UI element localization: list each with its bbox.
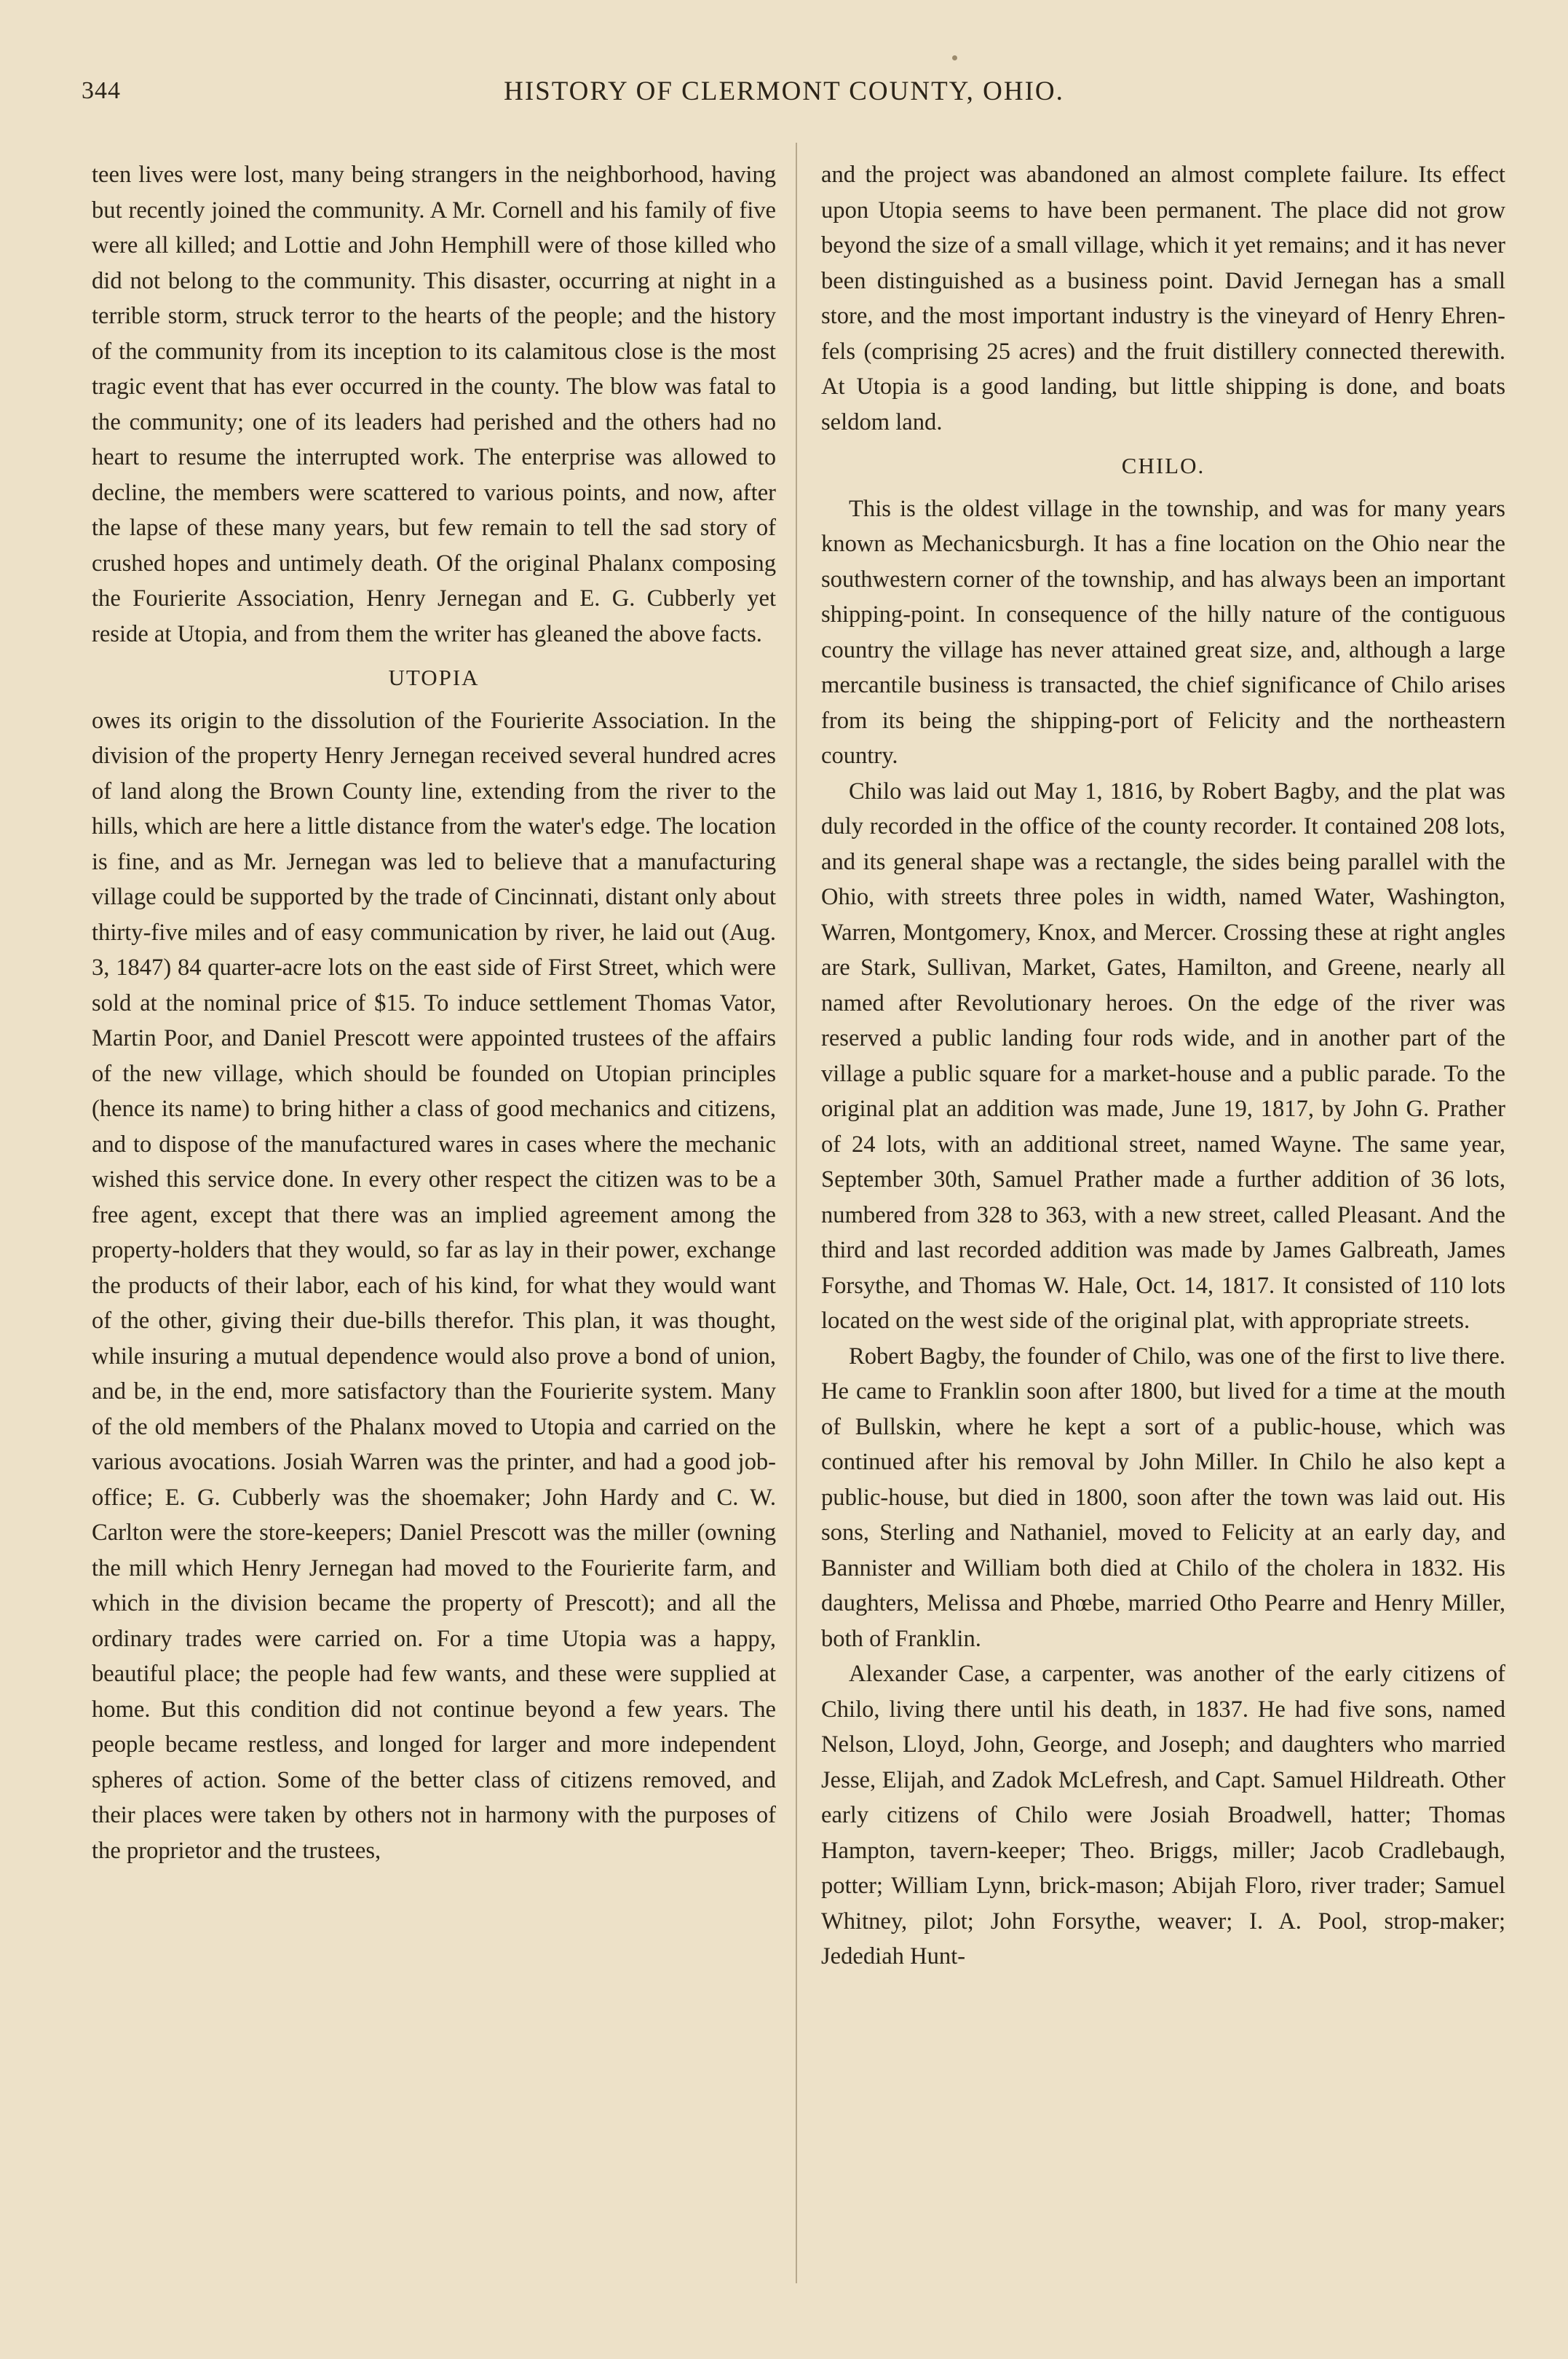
heading-chilo: CHILO. bbox=[1121, 453, 1205, 478]
paragraph-robert-bagby: Robert Bagby, the founder of Chilo, was one of the first to live there. He came to Franklin soon after 1800, but lived for a time at the mouth of Bullskin, where he kept a sort of a public-house, which was continued after his removal by John Miller. In Chilo he also kept a public-house, but died in 1800, soon after the town was laid out. His sons, Sterling and Nathaniel, moved to Felicity at an early day, and Bannister and William both died at Chilo of the cholera in 1832. His daughters, Melissa and Phœbe, married Otho Pearre and Henry Miller, both of Franklin. bbox=[821, 1343, 1505, 1652]
page-header bbox=[0, 71, 1568, 115]
right-column bbox=[821, 157, 1505, 1975]
paragraph-utopia-result: and the project was abandoned an almost complete failure. Its effect upon Utopia seems to have been permanent. The place did not grow beyond the size of a small village, which it yet remains; and it has never been distinguished as a business point. David Jernegan has a small store, and the most important industry is the vineyard of Henry Ehrenfels (comprising 25 acres) and the fruit distillery connected therewith. At Utopia is a good landing, but little shipping is done, and boats seldom land. bbox=[821, 162, 1505, 435]
paragraph-chilo-intro: This is the oldest village in the township, and was for many years known as Mechanicsburgh. It has a fine location on the Ohio near the southwestern corner of the township, and has always been an important shipping-point. In consequence of the hilly nature of the contiguous country the village has never attained great size, and, although a large mercantile business is transacted, the chief significance of Chilo arises from its being the shipping-port of Felicity and the northeastern country. bbox=[821, 495, 1505, 769]
column-divider bbox=[796, 143, 797, 2283]
paragraph-alexander-case: Alexander Case, a carpenter, was another of the early citizens of Chilo, living there until his death, in 1837. He had five sons, named Nelson, Lloyd, John, George, and Joseph; and daughters who married Jesse, Elijah, and Zadok McLefresh, and Capt. Samuel Hildreath. Other early citizens of Chilo were Josiah Broadwell, hatter; Thomas Hampton, tavern-keeper; Theo. Briggs, miller; Jacob Cradlebaugh, potter; William Lynn, brick-mason; Abijah Floro, river trader; Samuel Whitney, pilot; John Forsythe, weaver; I. A. Pool, strop-maker; Jedediah Hunt- bbox=[821, 1661, 1505, 1969]
left-column bbox=[92, 157, 776, 1868]
paragraph-chilo-plat: Chilo was laid out May 1, 1816, by Robert Bagby, and the plat was duly recorded in the office of the county recorder. It contained 208 lots, and its general shape was a rectangle, the sides being parallel with the Ohio, with streets three poles in width, named Water, Washington, Warren, Montgomery, Knox, and Mercer. Crossing these at right angles are Stark, Sullivan, Market, Gates, Hamilton, and Greene, nearly all named after Revolutionary heroes. On the edge of the river was reserved a public landing four rods wide, and in another part of the village a public square for a market-house and a public parade. To the original plat an addition was made, June 19, 1817, by John G. Prather of 24 lots, with an additional street, named Wayne. The same year, September 30th, Samuel Prather made a further addition of 36 lots, numbered from 328 to 363, with a new street, called Pleasant. And the third and last recorded addition was made by James Galbreath, James Forsythe, and Thomas W. Hale, Oct. 14, 1817. It consisted of 110 lots located on the west side of the original plat, with appropriate streets. bbox=[821, 778, 1505, 1334]
paragraph-utopia-origin: owes its origin to the dissolution of the Fourierite Association. In the division of the property Henry Jernegan received several hundred acres of land along the Brown County line, extending from the river to the hills, which are here a little distance from the water's edge. The location is fine, and as Mr. Jernegan was led to believe that a manufacturing village could be supported by the trade of Cincinnati, distant only about thirty-five miles and of easy communication by river, he laid out (Aug. 3, 1847) 84 quarter-acre lots on the east side of First Street, which were sold at the nominal price of $15. To induce settlement Thomas Vator, Martin Poor, and Daniel Prescott were appointed trustees of the affairs of the new village, which should be founded on Utopian principles (hence its name) to bring hither a class of good mechanics and citizens, and to dispose of the manufactured wares in cases where the mechanic wished this service done. In every other respect the citizen was to be a free agent, except that there was an implied agreement among the property-holders that they would, so far as lay in their power, exchange the products of their labor, each of his kind, for what they would want of the other, giving their due-bills therefor. This plan, it was thought, while insuring a mutual dependence would also prove a bond of union, and be, in the end, more satisfactory than the Fourierite system. Many of the old members of the Phalanx moved to Utopia and carried on the various avocations. Josiah Warren was the printer, and had a good job-office; E. G. Cubberly was the shoemaker; John Hardy and C. W. Carlton were the store-keepers; Daniel Prescott was the miller (owning the mill which Henry Jernegan had moved to the Fourierite farm, and which in the division became the property of Prescott); and all the ordinary trades were carried on. For a time Utopia was a happy, beautiful place; the people had few wants, and these were supplied at home. But this condition did not continue beyond a few years. The people became restless, and longed for larger and more independent spheres of action. Some of the better class of citizens removed, and their places were taken by others not in harmony with the purposes of the proprietor and the trustees, bbox=[92, 707, 776, 1864]
running-title: HISTORY OF CLERMONT COUNTY, OHIO. bbox=[504, 76, 1064, 106]
heading-utopia: UTOPIA bbox=[388, 665, 480, 690]
ink-spot bbox=[952, 55, 957, 60]
paragraph-community-disaster: teen lives were lost, many being strangers in the neighborhood, having but recently joined the community. A Mr. Cornell and his family of five were all killed; and Lottie and John Hemphill were of those killed who did not belong to the community. This disaster, occurring at night in a terrible storm, struck terror to the hearts of the people; and the history of the community from its inception to its calamitous close is the most tragic event that has ever occurred in the county. The blow was fatal to the community; one of its leaders had perished and the others had no heart to resume the interrupted work. The enterprise was allowed to decline, the members were scattered to various points, and now, after the lapse of these many years, but few remain to tell the sad story of crushed hopes and untimely death. Of the original Phalanx composing the Fourierite Association, Henry Jernegan and E. G. Cubberly yet reside at Utopia, and from them the writer has gleaned the above facts. bbox=[92, 162, 776, 647]
page-number: 344 bbox=[82, 77, 121, 104]
